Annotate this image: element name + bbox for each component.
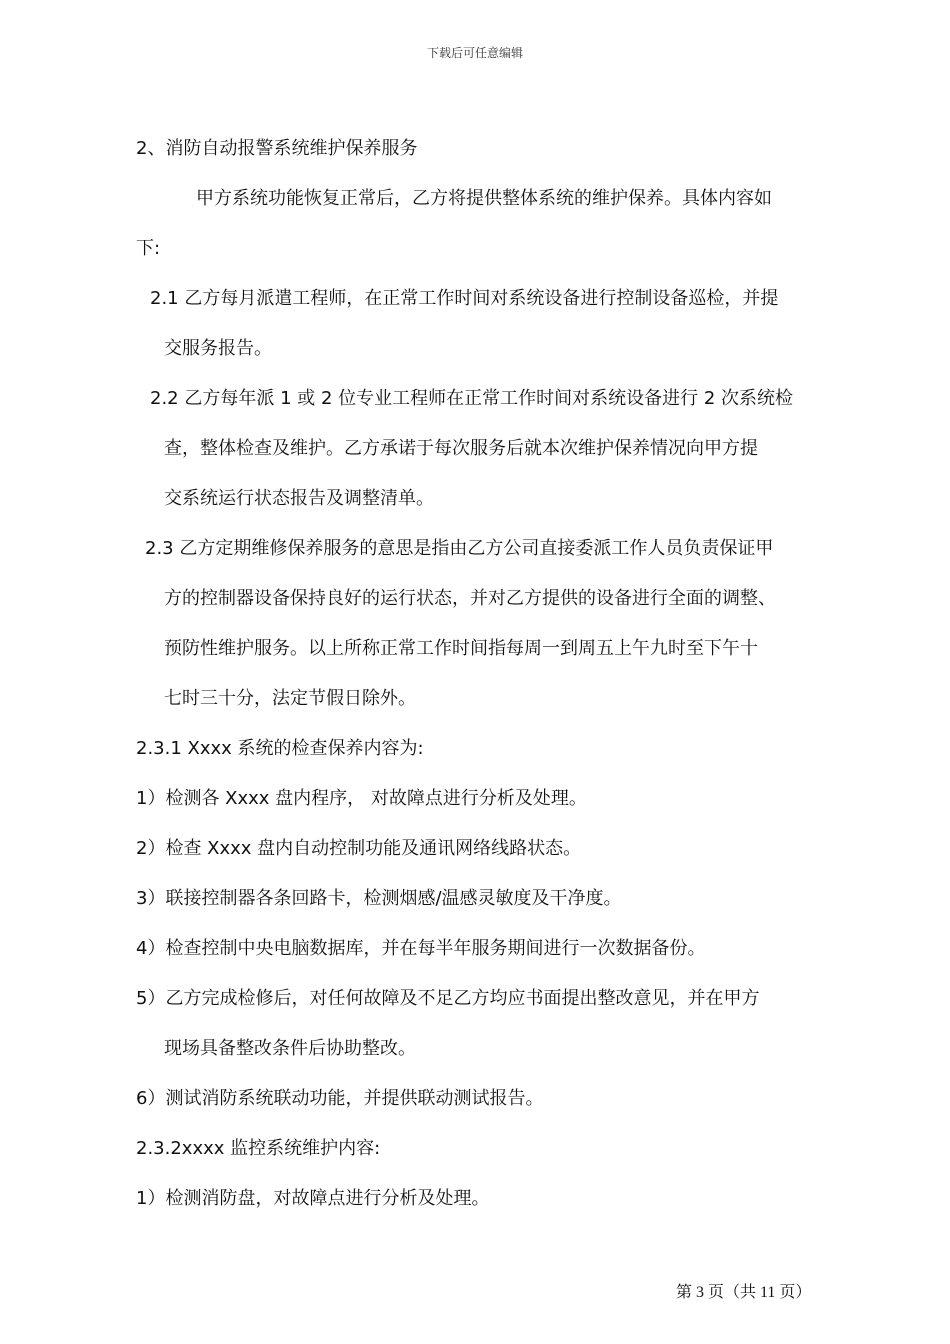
item-2-1-line-2: 交服务报告。	[164, 338, 272, 359]
item-2-3-line-1: 2.3 乙方定期维修保养服务的意思是指由乙方公司直接委派工作人员负责保证甲	[145, 538, 774, 559]
subsection-2-3-1-title: 2.3.1 Xxxx 系统的检查保养内容为:	[136, 738, 424, 759]
check-item-5-line-1: 5）乙方完成检修后，对任何故障及不足乙方均应书面提出整改意见，并在甲方	[136, 988, 760, 1009]
intro-paragraph-line-1: 甲方系统功能恢复正常后，乙方将提供整体系统的维护保养。具体内容如	[196, 188, 772, 209]
page-header-note: 下载后可任意编辑	[426, 46, 523, 60]
item-2-3-line-4: 七时三十分，法定节假日除外。	[164, 688, 416, 709]
check-item-5-line-2: 现场具备整改条件后协助整改。	[164, 1038, 416, 1059]
item-2-3-line-3: 预防性维护服务。以上所称正常工作时间指每周一到周五上午九时至下午十	[164, 638, 758, 659]
item-2-2-line-2: 查，整体检查及维护。乙方承诺于每次服务后就本次维护保养情况向甲方提	[164, 438, 758, 459]
subsection-2-3-2-title: 2.3.2xxxx 监控系统维护内容:	[136, 1138, 381, 1159]
check-item-6: 6）测试消防系统联动功能，并提供联动测试报告。	[136, 1088, 544, 1109]
section-title: 2、消防自动报警系统维护保养服务	[136, 138, 418, 159]
check-item-1: 1）检测各 Xxxx 盘内程序， 对故障点进行分析及处理。	[136, 788, 587, 809]
item-2-1-line-1: 2.1 乙方每月派遣工程师，在正常工作时间对系统设备进行控制设备巡检，并提	[150, 288, 779, 309]
item-2-3-line-2: 方的控制器设备保持良好的运行状态，并对乙方提供的设备进行全面的调整、	[164, 588, 776, 609]
check-item-2: 2）检查 Xxxx 盘内自动控制功能及通讯网络线路状态。	[136, 838, 582, 859]
monitor-item-1: 1）检测消防盘，对故障点进行分析及处理。	[136, 1188, 490, 1209]
item-2-2-line-3: 交系统运行状态报告及调整清单。	[164, 488, 434, 509]
intro-paragraph-line-2: 下:	[136, 238, 161, 259]
page-footer-number: 第 3 页（共 11 页）	[676, 1284, 812, 1301]
check-item-4: 4）检查控制中央电脑数据库，并在每半年服务期间进行一次数据备份。	[136, 938, 706, 959]
check-item-3: 3）联接控制器各条回路卡，检测烟感/温感灵敏度及干净度。	[136, 888, 622, 909]
item-2-2-line-1: 2.2 乙方每年派 1 或 2 位专业工程师在正常工作时间对系统设备进行 2 次系统检	[150, 388, 794, 409]
